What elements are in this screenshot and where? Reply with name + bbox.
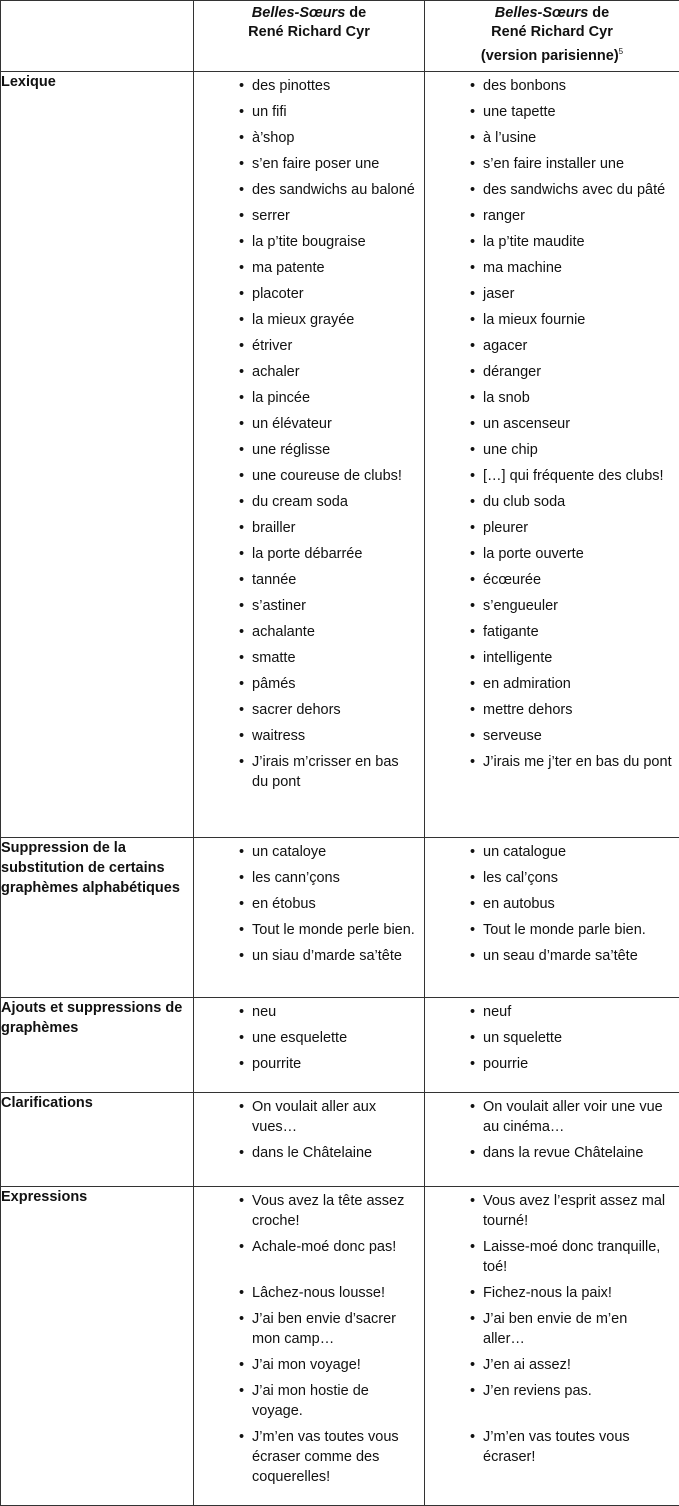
term-item: • en étobus — [194, 894, 424, 914]
term-item: • dans la revue Châtelaine — [425, 1143, 679, 1163]
term-item: • Vous avez la tête assez croche! — [194, 1191, 424, 1231]
term-item: • achalante — [194, 622, 424, 642]
section-row — [1, 1093, 679, 1187]
term-item: • les cann’çons — [194, 868, 424, 888]
term-item: • s’engueuler — [425, 596, 679, 616]
paris-terms-cell — [425, 838, 679, 998]
term-item: • s’en faire installer une — [425, 154, 679, 174]
term-item: • étriver — [194, 336, 424, 356]
term-item: • Achale-moé donc pas! — [194, 1237, 424, 1277]
term-item: • une coureuse de clubs! — [194, 466, 424, 486]
term-item: • On voulait aller aux vues… — [194, 1097, 424, 1137]
term-item: • sacrer dehors — [194, 700, 424, 720]
term-item: • du cream soda — [194, 492, 424, 512]
term-item: • J’irais me j’ter en bas du pont — [425, 752, 679, 792]
montreal-terms-list — [194, 838, 424, 966]
term-item: • en admiration — [425, 674, 679, 694]
montreal-terms-list — [194, 72, 424, 792]
term-item: • une tapette — [425, 102, 679, 122]
term-item: • J’en reviens pas. — [425, 1381, 679, 1421]
term-item: • serrer — [194, 206, 424, 226]
term-item: • Tout le monde parle bien. — [425, 920, 679, 940]
term-item: • tannée — [194, 570, 424, 590]
term-item: • pourrite — [194, 1054, 424, 1074]
term-item: • en autobus — [425, 894, 679, 914]
term-item: • un ascenseur — [425, 414, 679, 434]
term-item: • Fichez-nous la paix! — [425, 1283, 679, 1303]
montreal-terms-list — [194, 1093, 424, 1163]
header-col3-version: (version parisienne) — [481, 48, 619, 64]
term-item: • une esquelette — [194, 1028, 424, 1048]
term-item: • la porte débarrée — [194, 544, 424, 564]
montreal-terms-cell — [194, 838, 425, 998]
term-item: • du club soda — [425, 492, 679, 512]
term-item: • waitress — [194, 726, 424, 746]
paris-terms-list — [425, 838, 679, 966]
term-item: • un élévateur — [194, 414, 424, 434]
term-item: • Tout le monde perle bien. — [194, 920, 424, 940]
term-item: • la snob — [425, 388, 679, 408]
term-item: • On voulait aller voir une vue au cinéma… — [425, 1097, 679, 1137]
paris-terms-list — [425, 1093, 679, 1163]
header-col3-title-rest: de — [588, 5, 609, 21]
term-item: • la p’tite maudite — [425, 232, 679, 252]
paris-terms-list — [425, 998, 679, 1074]
term-item: • une chip — [425, 440, 679, 460]
term-item: • Laisse-moé donc tranquille, toé! — [425, 1237, 679, 1277]
paris-terms-cell — [425, 998, 679, 1093]
term-item: • un fifi — [194, 102, 424, 122]
category-label: Ajouts et suppressions de graphèmes — [1, 998, 194, 1093]
term-item: • à l’usine — [425, 128, 679, 148]
montreal-terms-list — [194, 998, 424, 1074]
term-item: • neuf — [425, 1002, 679, 1022]
term-item: • s’en faire poser une — [194, 154, 424, 174]
footnote-marker: 5 — [619, 47, 623, 56]
term-item: • jaser — [425, 284, 679, 304]
category-label: Expressions — [1, 1187, 194, 1506]
montreal-terms-list — [194, 1187, 424, 1487]
header-col3-title: Belles-Sœurs — [495, 5, 588, 21]
header-paris-version — [425, 1, 679, 72]
term-item: • achaler — [194, 362, 424, 382]
montreal-terms-cell — [194, 1187, 425, 1506]
header-col3-author: René Richard Cyr — [491, 24, 613, 40]
term-item: • mettre dehors — [425, 700, 679, 720]
term-item: • s’astiner — [194, 596, 424, 616]
term-item: • fatigante — [425, 622, 679, 642]
term-item: • un siau d’marde sa’tête — [194, 946, 424, 966]
term-item: • pâmés — [194, 674, 424, 694]
paris-terms-list — [425, 1187, 679, 1487]
paris-terms-cell — [425, 1093, 679, 1187]
term-item: • smatte — [194, 648, 424, 668]
term-item: • […] qui fréquente des clubs! — [425, 466, 679, 486]
category-label: Clarifications — [1, 1093, 194, 1187]
term-item: • J’m’en vas toutes vous écraser! — [425, 1427, 679, 1487]
section-row — [1, 72, 679, 838]
term-item: • dans le Châtelaine — [194, 1143, 424, 1163]
term-item: • J’ai ben envie d’sacrer mon camp… — [194, 1309, 424, 1349]
category-label: Lexique — [1, 72, 194, 838]
term-item: • Vous avez l’esprit assez mal tourné! — [425, 1191, 679, 1231]
term-item: • J’en ai assez! — [425, 1355, 679, 1375]
term-item: • la porte ouverte — [425, 544, 679, 564]
term-item: • une réglisse — [194, 440, 424, 460]
term-item: • les cal’çons — [425, 868, 679, 888]
montreal-terms-cell — [194, 72, 425, 838]
term-item: • la pincée — [194, 388, 424, 408]
term-item: • placoter — [194, 284, 424, 304]
term-item: • des pinottes — [194, 76, 424, 96]
term-item: • pourrie — [425, 1054, 679, 1074]
term-item: • brailler — [194, 518, 424, 538]
term-item: • la mieux fournie — [425, 310, 679, 330]
term-item: • un cataloye — [194, 842, 424, 862]
section-row — [1, 998, 679, 1093]
header-col2-title: Belles-Sœurs — [252, 5, 345, 21]
term-item: • J’ai mon hostie de voyage. — [194, 1381, 424, 1421]
term-item: • J’ai mon voyage! — [194, 1355, 424, 1375]
term-item: • à’shop — [194, 128, 424, 148]
header-col2-author: René Richard Cyr — [248, 24, 370, 40]
paris-terms-cell — [425, 1187, 679, 1506]
term-item: • la p’tite bougraise — [194, 232, 424, 252]
term-item: • un squelette — [425, 1028, 679, 1048]
paris-terms-list — [425, 72, 679, 792]
montreal-terms-cell — [194, 1093, 425, 1187]
term-item: • serveuse — [425, 726, 679, 746]
term-item: • un catalogue — [425, 842, 679, 862]
term-item: • ranger — [425, 206, 679, 226]
table-body — [1, 72, 679, 1506]
header-empty-cell — [1, 1, 194, 72]
section-row — [1, 1187, 679, 1506]
term-item: • des bonbons — [425, 76, 679, 96]
term-item: • des sandwichs avec du pâté — [425, 180, 679, 200]
paris-terms-cell — [425, 72, 679, 838]
term-item: • J’irais m’crisser en bas du pont — [194, 752, 424, 792]
term-item: • un seau d’marde sa’tête — [425, 946, 679, 966]
term-item: • ma patente — [194, 258, 424, 278]
section-row — [1, 838, 679, 998]
term-item: • agacer — [425, 336, 679, 356]
term-item: • déranger — [425, 362, 679, 382]
term-item: • des sandwichs au baloné — [194, 180, 424, 200]
montreal-terms-cell — [194, 998, 425, 1093]
term-item: • J’m’en vas toutes vous écraser comme des coquerelles! — [194, 1427, 424, 1487]
header-montreal-version — [194, 1, 425, 72]
term-item: • intelligente — [425, 648, 679, 668]
term-item: • ma machine — [425, 258, 679, 278]
term-item: • écœurée — [425, 570, 679, 590]
term-item: • la mieux grayée — [194, 310, 424, 330]
term-item: • neu — [194, 1002, 424, 1022]
term-item: • pleurer — [425, 518, 679, 538]
header-col2-title-rest: de — [345, 5, 366, 21]
term-item: • J’ai ben envie de m’en aller… — [425, 1309, 679, 1349]
header-row — [1, 1, 679, 72]
term-item: • Lâchez-nous lousse! — [194, 1283, 424, 1303]
category-label: Suppression de la substitution de certains graphèmes alphabétiques — [1, 838, 194, 998]
